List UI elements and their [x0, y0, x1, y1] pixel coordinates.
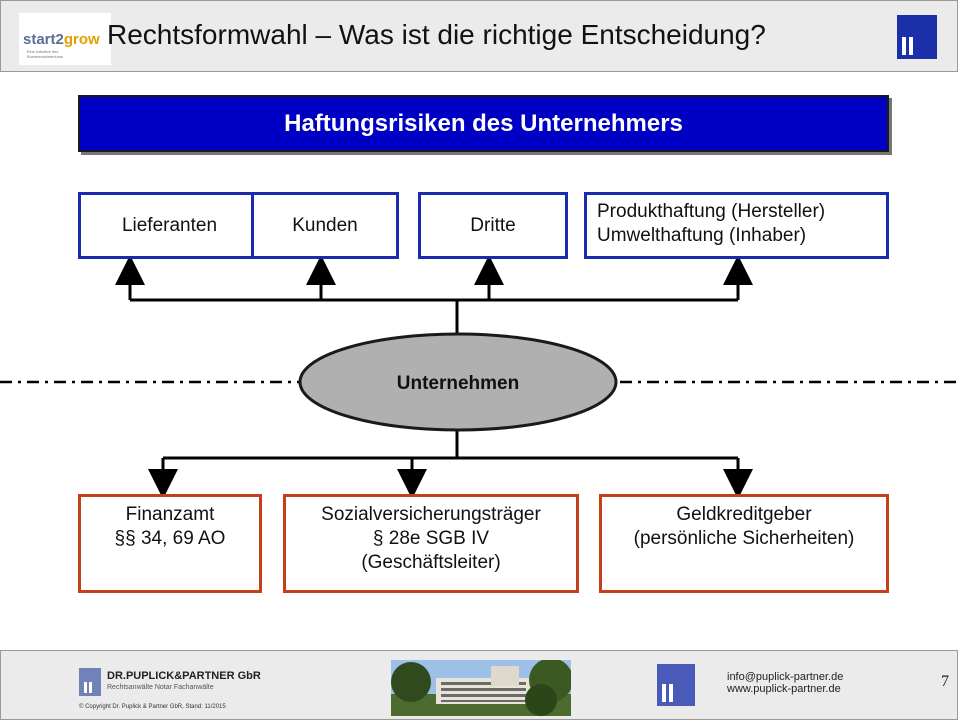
- box-finanzamt: Finanzamt §§ 34, 69 AO: [78, 494, 262, 593]
- box-geldkreditgeber: Geldkreditgeber (persönliche Sicherheiten): [599, 494, 889, 593]
- box-lieferanten: Lieferanten: [78, 192, 261, 259]
- page-number: 7: [941, 673, 949, 690]
- box-sozialversicherungstraeger: Sozialversicherungsträger § 28e SGB IV (Geschäftsleiter): [283, 494, 579, 593]
- start2grow-logo: start2grow Eine Initiative des Bundesministeriums: [19, 13, 111, 65]
- box-kunden: Kunden: [251, 192, 399, 259]
- unternehmen-label: Unternehmen: [396, 373, 520, 394]
- website-link[interactable]: www.puplick-partner.de: [727, 683, 841, 695]
- puplick-partner-small-logo: [657, 664, 695, 706]
- office-building-photo: [391, 660, 571, 716]
- dr-puplick-partner-logo: DR.PUPLICK&PARTNER GbR Rechtsanwälte Notar Fachanwälte: [79, 668, 259, 696]
- slide-title: Rechtsformwahl – Was ist die richtige Entscheidung?: [107, 19, 766, 50]
- copyright-text: © Copyright Dr. Puplick & Partner GbR, Stand: 11/2015: [79, 704, 226, 710]
- email-link[interactable]: info@puplick-partner.de: [727, 671, 844, 683]
- diagram-banner: Haftungsrisiken des Unternehmers: [78, 95, 889, 152]
- box-produkthaftung: Produkthaftung (Hersteller) Umwelthaftung (Inhaber): [584, 192, 889, 259]
- contact-info: [727, 671, 843, 695]
- slide-footer: [0, 650, 958, 720]
- box-dritte: Dritte: [418, 192, 568, 259]
